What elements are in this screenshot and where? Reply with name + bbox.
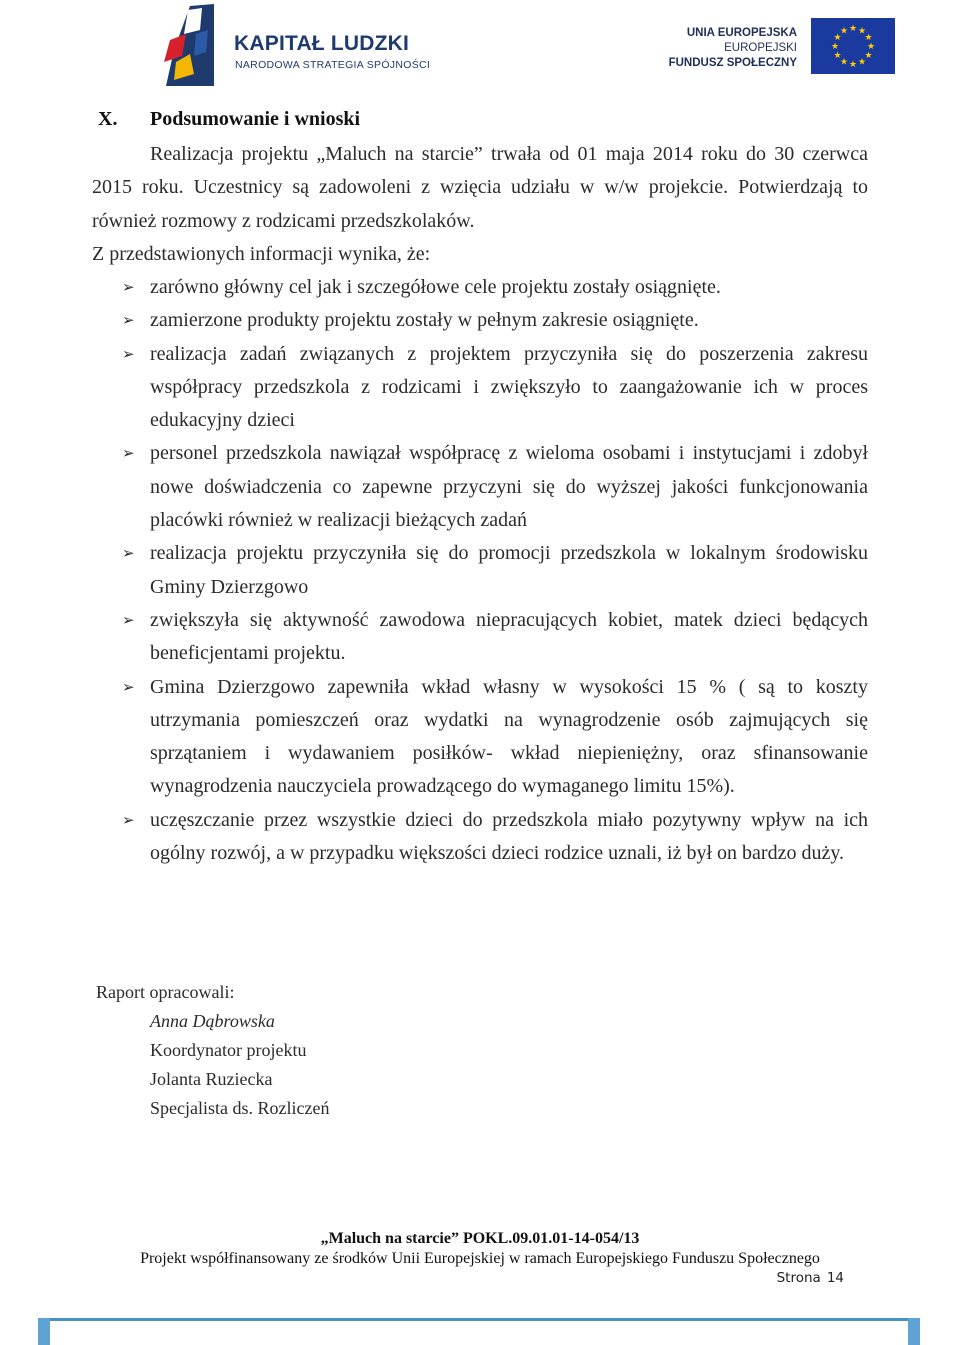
- section-number: X.: [98, 108, 118, 130]
- arrow-bullet-icon: ➢: [122, 677, 135, 696]
- author-2-role: Specjalista ds. Rozliczeń: [150, 1098, 330, 1118]
- list-item-text: uczęszczanie przez wszystkie dzieci do przedszkola miało pozytywny wpływ na ich ogólny rozwój, a w przypadku większości dzieci rodzice uznali, iż był on bardzo duży.: [150, 808, 868, 865]
- eu-logo-text: [669, 26, 797, 71]
- svg-text:★: ★: [848, 60, 858, 70]
- section-title-text: Podsumowanie i wnioski: [150, 108, 361, 130]
- kapital-ludzki-subtitle: NARODOWA STRATEGIA SPÓJNOŚCI: [235, 59, 431, 71]
- eu-line-1: UNIA EUROPEJSKA: [686, 27, 797, 39]
- svg-text:★: ★: [857, 57, 867, 68]
- author-1-name: Anna Dąbrowska: [150, 1011, 275, 1031]
- svg-text:★: ★: [839, 26, 849, 37]
- author-2-name: Jolanta Ruziecka: [150, 1069, 273, 1089]
- eu-line-3: FUNDUSZ SPOŁECZNY: [668, 57, 797, 69]
- conclusions-list: [122, 271, 868, 870]
- arrow-bullet-icon: ➢: [122, 444, 135, 463]
- svg-text:★: ★: [864, 51, 873, 61]
- footer-project-id: „Maluch na starcie” POKL.09.01.01-14-054/13: [320, 1230, 640, 1247]
- list-item-text: zarówno główny cel jak i szczegółowe cele projektu zostały osiągnięte.: [150, 276, 721, 298]
- footer-accent-right: [908, 1318, 920, 1345]
- page-number: [777, 1270, 844, 1286]
- page-label: Strona: [776, 1270, 821, 1286]
- arrow-bullet-icon: ➢: [122, 544, 135, 563]
- list-item: [122, 671, 868, 804]
- svg-text:★: ★: [848, 24, 858, 34]
- author-1-role: Koordynator projektu: [150, 1040, 307, 1060]
- list-item-text: realizacja zadań związanych z projektem przyczyniła się do poszerzenia zakresu współpracy przedszkola z rodzicami i zwiększyło to zaangażowanie ich w proces edukacyjny dzieci: [150, 342, 868, 432]
- arrow-bullet-icon: ➢: [122, 311, 135, 330]
- list-item-text: realizacja projektu przyczyniła się do promocji przedszkola w lokalnym środowisku Gminy Dzierzgowo: [150, 542, 868, 598]
- footer-cofinancing: Projekt współfinansowany ze środków Unii Europejskiej w ramach Europejskiego Funduszu Społecznego: [140, 1250, 820, 1267]
- kapital-ludzki-logo: [160, 4, 430, 90]
- svg-text:★: ★: [830, 42, 840, 52]
- list-item: [122, 304, 868, 337]
- list-item: [122, 804, 868, 871]
- list-item-text: zamierzone produkty projektu zostały w pełnym zakresie osiągnięte.: [150, 309, 699, 332]
- eu-flag-icon: [811, 18, 895, 74]
- svg-text:★: ★: [857, 26, 867, 37]
- section-title: [98, 108, 360, 131]
- report-authors: [96, 978, 329, 1123]
- page-number-value: 14: [826, 1270, 844, 1286]
- list-item: [122, 604, 868, 671]
- svg-text:★: ★: [866, 42, 876, 52]
- arrow-bullet-icon: ➢: [122, 610, 135, 629]
- list-item: [122, 338, 868, 438]
- eu-line-2: EUROPEJSKI: [724, 42, 797, 54]
- svg-text:★: ★: [833, 33, 842, 43]
- conclusions-intro: Z przedstawionych informacji wynika, że:: [92, 243, 431, 265]
- list-item: [122, 437, 868, 537]
- svg-text:★: ★: [833, 51, 842, 61]
- arrow-bullet-icon: ➢: [122, 278, 135, 296]
- svg-text:★: ★: [864, 33, 873, 43]
- svg-text:★: ★: [839, 57, 849, 68]
- list-item: [122, 271, 868, 304]
- list-item: [122, 537, 868, 604]
- list-item-text: Gmina Dzierzgowo zapewniła wkład własny w wysokości 15 % ( są to koszty utrzymania pomieszczeń oraz wydatki na wynagrodzenie osób zajmujących się sprzątaniem i wydawaniem posiłków- wkład niepieniężny, oraz sfinansowanie wynagrodzenia nauczyciela prowadzącego do wymaganego limitu 15%).: [150, 675, 868, 798]
- footer-accent-left: [38, 1318, 50, 1345]
- arrow-bullet-icon: ➢: [122, 810, 135, 829]
- footer-divider: [42, 1318, 918, 1321]
- eu-logo: [670, 18, 895, 78]
- kapital-ludzki-title: KAPITAŁ LUDZKI: [234, 32, 410, 55]
- list-item-text: personel przedszkola nawiązał współpracę z wieloma osobami i instytucjami i zdobył nowe doświadczenia co zapewne przyczyni się do wyższej jakości funkcjonowania placówki również w realizacji bieżących zadań: [150, 442, 868, 532]
- arrow-bullet-icon: ➢: [122, 344, 135, 363]
- list-item-text: zwiększyła się aktywność zawodowa niepracujących kobiet, matek dzieci będących beneficjentami projektu.: [150, 608, 868, 665]
- kapital-ludzki-emblem-icon: [160, 4, 216, 86]
- report-label: Raport opracowali:: [96, 982, 235, 1002]
- summary-paragraph: Realizacja projektu „Maluch na starcie” trwała od 01 maja 2014 roku do 30 czerwca 2015 roku. Uczestnicy są zadowoleni z wzięcia udziału w w/w projekcie. Potwierdzają to również rozmowy z rodzicami przedszkolaków.: [92, 143, 868, 232]
